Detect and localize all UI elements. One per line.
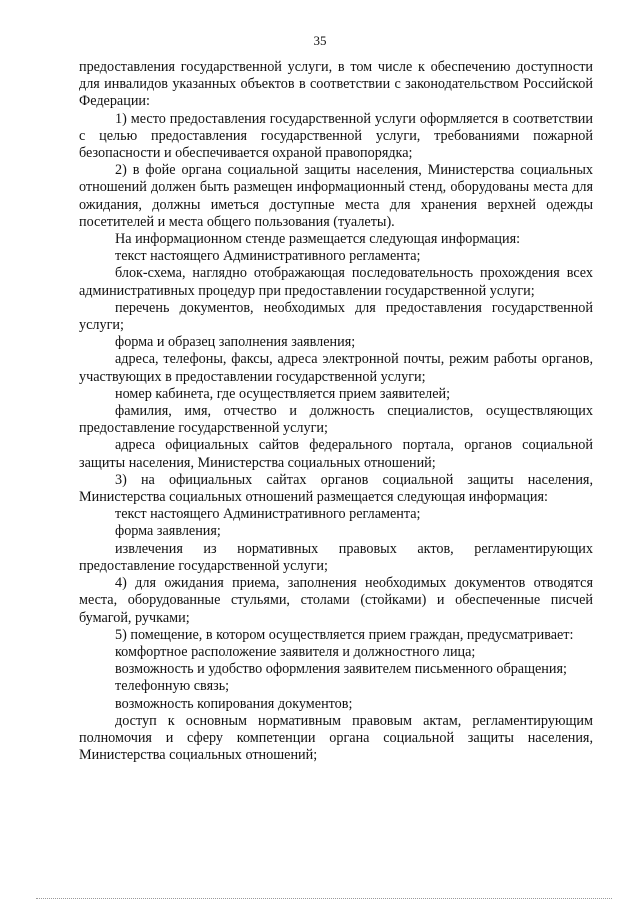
paragraph: перечень документов, необходимых для предоставления государственной услуги;: [79, 299, 593, 334]
paragraph: На информационном стенде размещается следующая информация:: [115, 231, 521, 248]
page-number: 35: [313, 33, 327, 48]
paragraph: доступ к основным нормативным правовым актам, регламентирующим полномочия и сферу компетенции органа социальной защиты населения, Министерства социальных отношений;: [79, 712, 593, 764]
paragraph: номер кабинета, где осуществляется прием заявителей;: [115, 385, 451, 402]
paragraph: возможность копирования документов;: [115, 695, 353, 712]
paragraph: телефонную связь;: [115, 678, 230, 695]
paragraph: извлечения из нормативных правовых актов, регламентирующих предоставление государственной услуги;: [79, 540, 593, 574]
paragraph: форма заявления;: [115, 523, 221, 540]
paragraph: комфортное расположение заявителя и должностного лица;: [115, 643, 476, 660]
paragraph: 1) место предоставления государственной услуги оформляется в соответствии с целью предоставления государственной услуги, требованиями пожарной безопасности и обеспечивается охраной правопорядка;: [79, 110, 593, 162]
paragraph: 5) помещение, в котором осуществляется прием граждан, предусматривает:: [115, 626, 574, 643]
paragraph: адреса, телефоны, факсы, адреса электронной почты, режим работы органов, участвующих в предоставлении государственной услуги;: [79, 351, 593, 385]
document-body: [79, 59, 593, 764]
paragraph: форма и образец заполнения заявления;: [115, 334, 356, 351]
paragraph: текст настоящего Административного регламента;: [115, 506, 421, 523]
paragraph: 3) на официальных сайтах органов социальной защиты населения, Министерства социальных отношений размещается следующая информация:: [79, 471, 593, 506]
paragraph: предоставления государственной услуги, в том числе к обеспечению доступности для инвалидов указанных объектов в соответствии с законодательством Российской Федерации:: [79, 59, 593, 110]
page-bottom-rule: [36, 898, 612, 899]
paragraph: блок-схема, наглядно отображающая последовательность прохождения всех административных процедур при предоставлении государственной услуги;: [79, 265, 593, 299]
paragraph: текст настоящего Административного регламента;: [115, 248, 421, 265]
paragraph: возможность и удобство оформления заявителем письменного обращения;: [115, 661, 567, 678]
paragraph: 4) для ожидания приема, заполнения необходимых документов отводятся места, оборудованные стульями, столами (стойками) и обеспеченные писчей бумагой, ручками;: [79, 575, 593, 626]
paragraph: 2) в фойе органа социальной защиты населения, Министерства социальных отношений должен быть размещен информационный стенд, оборудованы места для ожидания, должны иметься доступные места для хранения верхней одежды посетителей и места общего пользования (туалеты).: [79, 162, 593, 230]
paragraph: фамилия, имя, отчество и должность специалистов, осуществляющих предоставление государственной услуги;: [79, 403, 593, 437]
paragraph: адреса официальных сайтов федерального портала, органов социальной защиты населения, Министерства социальных отношений;: [79, 437, 593, 471]
